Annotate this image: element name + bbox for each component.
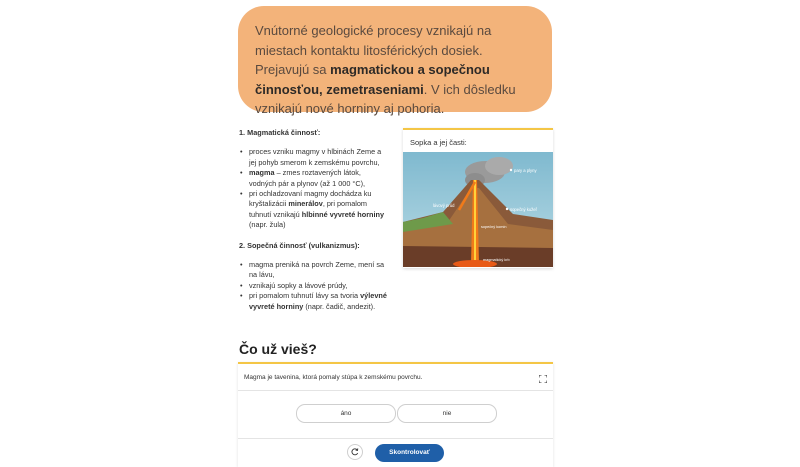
expand-icon[interactable]	[539, 370, 547, 378]
answer-no-button[interactable]: nie	[397, 404, 497, 423]
intro-text-2: . V ich dôsledku vznikajú nové horniny aj pohoria.	[255, 81, 516, 116]
label-chamber: magmatický krb	[483, 258, 510, 262]
quiz-statement: Magma je tavenina, ktorá pomaly stúpa k zemskému povrchu.	[244, 374, 423, 381]
label-vent: sopečný komín	[481, 225, 507, 229]
quiz-heading: Čo už vieš?	[239, 341, 317, 357]
check-button[interactable]: Skontrolovať	[375, 444, 444, 462]
section2-title: 2. Sopečná činnosť (vulkanizmus):	[239, 240, 360, 250]
list-item: • vznikajú sopky a lávové prúdy,	[249, 281, 389, 291]
list-item: • magma preniká na povrch Zeme, mení sa na lávu,	[249, 260, 389, 281]
section2-list	[239, 260, 389, 312]
label-crater: lávový prúd	[433, 203, 455, 208]
reset-icon	[351, 448, 359, 456]
volcano-illustration	[403, 152, 553, 267]
intro-text-bold: magmatickou a sopečnou činnosťou, zemetraseniami	[255, 62, 490, 97]
divider	[238, 438, 553, 439]
list-item: • pri pomalom tuhnutí lávy sa tvoria výlevné vyvreté horniny (napr. čadič, andezit).	[249, 291, 389, 312]
volcano-figure-card	[403, 128, 553, 268]
section1-list	[239, 147, 389, 230]
section1-title: 1. Magmatická činnosť:	[239, 128, 321, 137]
divider	[238, 390, 553, 391]
answer-yes-button[interactable]: áno	[296, 404, 396, 423]
intro-callout	[238, 6, 552, 116]
intro-text-1: Vnútorné geologické procesy vznikajú na miestach kontaktu litosférických dosiek. Prejavujú sa	[255, 23, 492, 77]
list-item: • pri ochladzovaní magmy dochádza ku kryštalizácii minerálov, pri pomalom tuhnutí vznikajú hlbinné vyvreté horniny (napr. žula)	[249, 189, 389, 231]
content-text	[239, 128, 389, 312]
list-item: • magma – zmes roztavených látok, vodných pár a plynov (až 1 000 °C),	[249, 168, 389, 189]
quiz-card	[238, 362, 553, 467]
label-gases: pary a plyny	[514, 168, 537, 173]
figure-title: Sopka a jej časti:	[410, 138, 467, 147]
list-item: • proces vzniku magmy v hlbinách Zeme a jej pohyb smerom k zemskému povrchu,	[249, 147, 389, 168]
reset-button[interactable]	[347, 444, 363, 460]
label-cone: sopečný kužeľ	[510, 207, 537, 212]
